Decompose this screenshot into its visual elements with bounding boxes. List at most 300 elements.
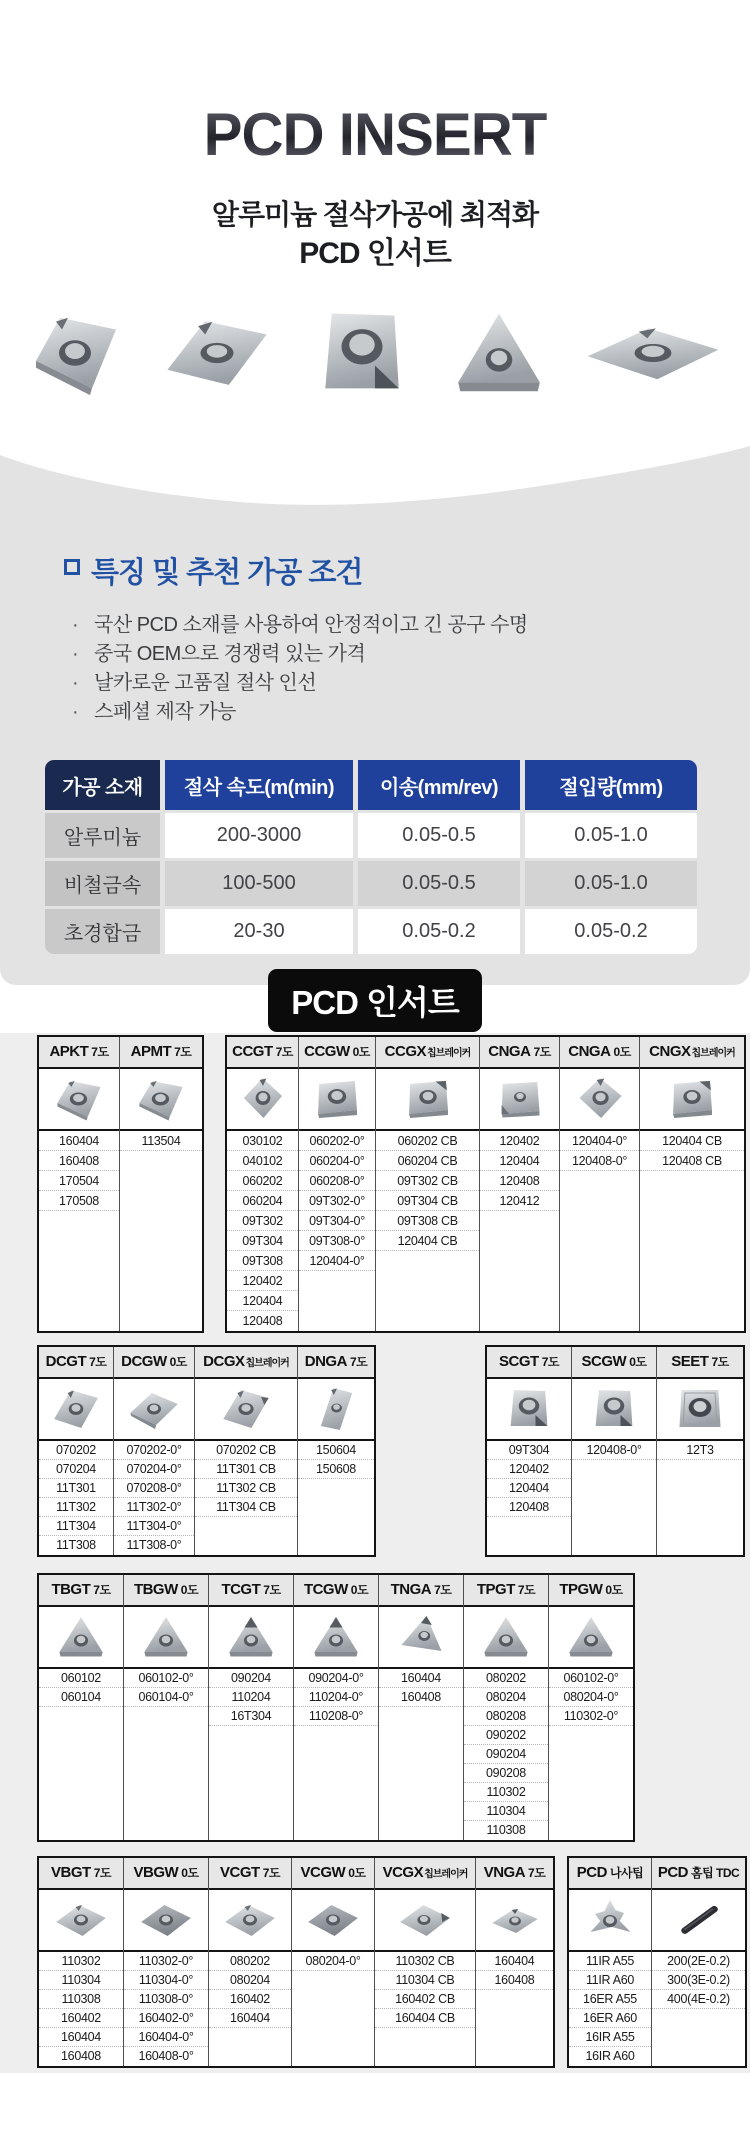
part-number-list <box>572 1441 656 1555</box>
value-cell: 0.05-0.5 <box>358 813 520 858</box>
features-heading-label: 특징 및 추천 가공 조건 <box>91 557 363 589</box>
value-cell: 0.05-1.0 <box>525 813 697 858</box>
column-header-suffix: 칩브레이커 <box>691 1048 735 1059</box>
part-number: 16ER A60 <box>569 2009 651 2028</box>
part-number: 113504 <box>120 1131 202 1151</box>
part-number-list <box>39 1669 123 1840</box>
column-header: 절삭 속도(m(min) <box>165 760 353 810</box>
diamond55-insert-icon <box>50 1384 102 1434</box>
column-header-suffix: 0도 <box>613 1045 631 1059</box>
column-header <box>464 1575 548 1607</box>
rhombus35-insert-icon <box>223 1895 277 1945</box>
column-header-suffix: 0도 <box>181 1866 199 1880</box>
rhombus35-insert-icon <box>582 312 724 394</box>
material-cell: 비철금속 <box>45 861 160 906</box>
part-number: 09T302-0° <box>299 1191 375 1211</box>
column-header <box>39 1858 123 1890</box>
part-number: 16IR A55 <box>569 2028 651 2047</box>
part-number: 120404-0° <box>560 1131 639 1151</box>
column-header <box>195 1347 297 1379</box>
column-header <box>299 1037 375 1069</box>
catalog-column-VCGW <box>292 1858 375 2066</box>
part-number: 060208-0° <box>299 1171 375 1191</box>
features-heading <box>64 550 362 591</box>
triangle-insert-icon <box>139 1612 193 1662</box>
column-header-suffix: 0도 <box>180 1583 199 1597</box>
column-header <box>657 1347 743 1379</box>
catalog-column-TPGW <box>549 1575 633 1840</box>
column-header-label: CCGT <box>232 1043 273 1060</box>
part-number: 060102-0° <box>124 1669 208 1688</box>
column-header: 이송(mm/rev) <box>358 760 520 810</box>
part-number: 070204-0° <box>114 1460 194 1479</box>
part-number-list <box>209 1669 293 1840</box>
part-number: 080204 <box>464 1688 548 1707</box>
part-number: 110308 <box>486 1823 526 1837</box>
part-number: 090204 <box>464 1745 548 1764</box>
part-number-list <box>39 1131 119 1331</box>
part-number-list <box>560 1131 639 1331</box>
part-number: 16ER A55 <box>569 1990 651 2009</box>
part-number-list <box>657 1441 743 1555</box>
part-number: 160402-0° <box>124 2009 208 2028</box>
hero-insert-image <box>158 311 276 400</box>
part-number: 070202 CB <box>195 1441 297 1460</box>
column-header-suffix: 7도 <box>263 1583 281 1597</box>
part-number-list <box>480 1131 559 1331</box>
part-number-list <box>487 1441 571 1555</box>
column-header-suffix: 7도 <box>517 1583 536 1597</box>
bullet-dot-icon: · <box>72 614 79 636</box>
column-header-suffix: 칩브레이커 <box>424 1869 468 1880</box>
column-header <box>120 1037 202 1069</box>
part-number: 120412 <box>480 1191 559 1211</box>
catalog-banner <box>268 969 482 1032</box>
square-cb-insert-icon <box>401 1074 455 1124</box>
catalog-column-SCGW <box>572 1347 657 1555</box>
catalog-column-CNGA <box>560 1037 640 1331</box>
insert-product-image <box>209 1890 291 1952</box>
part-number: 120402 <box>227 1271 298 1291</box>
part-number: 110204-0° <box>294 1688 378 1707</box>
part-number-list <box>549 1669 633 1840</box>
blue-square-bullet-icon <box>64 559 80 575</box>
part-number-list <box>652 1952 745 2066</box>
part-number: 110302-0° <box>124 1952 208 1971</box>
column-header-label: CNGA <box>568 1043 611 1060</box>
part-number: 09T308-0° <box>299 1231 375 1251</box>
column-header-suffix: 7도 <box>275 1045 293 1059</box>
hero-insert-image <box>308 301 416 410</box>
part-number: 110204 <box>209 1688 293 1707</box>
diamond80-insert-icon <box>238 1074 287 1124</box>
column-header-label: SCGW <box>581 1353 627 1370</box>
catalog-column-VNGA <box>476 1858 553 2066</box>
rhombus35-insert-icon <box>54 1895 108 1945</box>
insert-product-image <box>487 1379 571 1441</box>
catalog-column-VBGW <box>124 1858 209 2066</box>
bullet-dot-icon: · <box>72 701 79 723</box>
part-number: 11T308 <box>56 1538 96 1552</box>
column-header-label: APMT <box>130 1043 172 1060</box>
part-number: 110308-0° <box>124 1990 208 2009</box>
parallelogram-insert-icon <box>134 1074 188 1124</box>
part-number-list <box>298 1441 374 1555</box>
features-list <box>72 611 528 727</box>
part-number: 110304 <box>464 1802 548 1821</box>
part-number-list <box>294 1669 378 1840</box>
column-header-label: DNGA <box>304 1353 347 1370</box>
column-header-label: VNGA <box>483 1864 526 1881</box>
column-header-label: SEET <box>671 1353 709 1370</box>
part-number: 160408 <box>379 1688 463 1707</box>
column-header-suffix: 7도 <box>93 1866 111 1880</box>
table-row <box>45 813 697 858</box>
insert-product-image <box>569 1890 651 1952</box>
catalog-column-PCD <box>652 1858 745 2066</box>
part-number-list <box>124 1952 208 2066</box>
insert-product-image <box>640 1069 744 1131</box>
part-number-list <box>375 1952 475 2066</box>
value-cell: 0.05-0.5 <box>358 861 520 906</box>
part-number: 110208-0° <box>294 1707 378 1726</box>
column-header-suffix: 7도 <box>434 1583 452 1597</box>
insert-catalog-table <box>485 1345 745 1557</box>
part-number: 080202 <box>464 1669 548 1688</box>
list-item <box>72 669 528 698</box>
catalog-column-CCGT <box>227 1037 299 1331</box>
part-number: 120402 <box>487 1460 571 1479</box>
insert-product-image <box>560 1069 639 1131</box>
part-number: 11T308-0° <box>126 1538 182 1552</box>
insert-product-image <box>657 1379 743 1441</box>
list-item <box>72 698 528 727</box>
column-header-suffix: 7도 <box>349 1355 368 1369</box>
column-header <box>227 1037 298 1069</box>
feature-text: 중국 OEM으로 경쟁력 있는 가격 <box>94 643 366 665</box>
insert-product-image <box>120 1069 202 1131</box>
part-number: 160408 <box>476 1971 553 1990</box>
part-number: 11T304 CB <box>195 1498 297 1517</box>
rhombus35-dark-insert-icon <box>306 1895 360 1945</box>
triangle-skew-insert-icon <box>394 1612 448 1662</box>
material-cell: 초경합금 <box>45 909 160 954</box>
column-header-label: CCGX <box>384 1043 427 1060</box>
part-number: 300(3E-0.2) <box>652 1971 745 1990</box>
part-number: 080204 <box>209 1971 291 1990</box>
insert-product-image <box>124 1890 208 1952</box>
column-header <box>294 1575 378 1607</box>
catalog-column-CNGX <box>640 1037 744 1331</box>
insert-catalog-table <box>37 1035 204 1333</box>
part-number: 11T302 CB <box>195 1479 297 1498</box>
part-number-list <box>195 1441 297 1555</box>
diamond55-slim-insert-icon <box>309 1384 363 1434</box>
catalog-column-CCGW <box>299 1037 376 1331</box>
column-header-label: TCGT <box>221 1581 261 1598</box>
insert-product-image <box>195 1379 297 1441</box>
part-number-list <box>376 1131 479 1331</box>
part-number: 120404-0° <box>299 1251 375 1271</box>
part-number: 09T304-0° <box>299 1211 375 1231</box>
insert-product-image <box>652 1890 745 1952</box>
column-header <box>39 1037 119 1069</box>
part-number: 120404 <box>480 1151 559 1171</box>
insert-product-image <box>379 1607 463 1669</box>
part-number: 090202 <box>464 1726 548 1745</box>
insert-product-image <box>292 1890 374 1952</box>
part-number: 170508 <box>39 1191 119 1211</box>
part-number: 060104 <box>39 1688 123 1707</box>
column-header-suffix: 0도 <box>350 1583 369 1597</box>
part-number-list <box>569 1952 651 2066</box>
column-header-label: PCD <box>657 1864 688 1881</box>
column-header-label: VCGW <box>300 1864 346 1881</box>
catalog-column-VCGT <box>209 1858 292 2066</box>
part-number-list <box>476 1952 553 2066</box>
list-item <box>72 640 528 669</box>
part-number-list <box>379 1669 463 1840</box>
value-cell: 200-3000 <box>165 813 353 858</box>
part-number: 030102 <box>227 1131 298 1151</box>
part-number-list <box>227 1131 298 1331</box>
catalog-column-CCGX <box>376 1037 480 1331</box>
catalog-column-DCGX <box>195 1347 298 1555</box>
value-cell: 20-30 <box>165 909 353 954</box>
insert-product-image <box>476 1890 553 1952</box>
part-number: 090208 <box>464 1764 548 1783</box>
part-number: 110302 <box>39 1952 123 1971</box>
part-number-list <box>39 1952 123 2066</box>
bullet-dot-icon: · <box>72 643 79 665</box>
hero-insert-images <box>0 296 750 414</box>
part-number: 11T301 <box>39 1479 113 1498</box>
insert-product-image <box>299 1069 375 1131</box>
insert-catalog-table <box>37 1573 635 1842</box>
column-header <box>652 1858 745 1890</box>
column-header <box>640 1037 744 1069</box>
catalog-column-TCGW <box>294 1575 379 1840</box>
part-number: 09T304 <box>227 1231 298 1251</box>
column-header-suffix: 칩브레이커 <box>245 1358 289 1369</box>
part-number: 160408 <box>39 1151 119 1171</box>
part-number: 120402 <box>480 1131 559 1151</box>
column-header <box>292 1858 374 1890</box>
insert-product-image <box>114 1379 194 1441</box>
part-number: 110302-0° <box>549 1707 633 1726</box>
part-number: 070202 <box>39 1441 113 1460</box>
column-header <box>209 1575 293 1607</box>
part-number: 160404 CB <box>375 2009 475 2028</box>
diamond55-insert-icon <box>158 311 276 395</box>
part-number: 060204 <box>227 1191 298 1211</box>
parallelogram-insert-icon <box>52 1074 106 1124</box>
column-header-label: VCGX <box>382 1864 424 1881</box>
catalog-column-APKT <box>39 1037 120 1331</box>
triangle-insert-icon <box>448 304 550 402</box>
part-number: 110308 <box>39 1990 123 2009</box>
part-number: 160402 <box>39 2009 123 2028</box>
part-number: 120404 CB <box>376 1231 479 1251</box>
bullet-dot-icon: · <box>72 672 79 694</box>
catalog-column-CNGA <box>480 1037 560 1331</box>
insert-product-image <box>39 1069 119 1131</box>
column-header: 절입량(mm) <box>525 760 697 810</box>
column-header <box>379 1575 463 1607</box>
machining-condition-table <box>40 757 702 957</box>
part-number: 060204-0° <box>299 1151 375 1171</box>
thread-insert-icon <box>583 1895 637 1945</box>
part-number: 120404 <box>487 1479 571 1498</box>
triangle-insert-icon <box>564 1612 618 1662</box>
column-header <box>39 1347 113 1379</box>
part-number-list <box>39 1441 113 1555</box>
page-subtitle-line2: PCD 인서트 <box>299 237 451 270</box>
insert-product-image <box>376 1069 479 1131</box>
part-number: 120408 <box>480 1171 559 1191</box>
column-header <box>114 1347 194 1379</box>
part-number: 060104-0° <box>124 1688 208 1707</box>
column-header <box>209 1858 291 1890</box>
rhombus35-dark-insert-icon <box>139 1895 193 1945</box>
column-header-label: TBGW <box>133 1581 178 1598</box>
part-number: 120408 CB <box>640 1151 744 1171</box>
part-number-list <box>114 1441 194 1555</box>
part-number-list <box>292 1952 374 2066</box>
insert-product-image <box>209 1607 293 1669</box>
column-header <box>476 1858 553 1890</box>
triangle-insert-icon <box>54 1612 108 1662</box>
part-number-list <box>640 1131 744 1331</box>
list-item <box>72 611 528 640</box>
table-row <box>45 909 697 954</box>
part-number: 11IR A55 <box>569 1952 651 1971</box>
insert-catalog-table <box>37 1856 555 2068</box>
part-number: 160404 <box>476 1952 553 1971</box>
column-header-label: SCGT <box>499 1353 539 1370</box>
column-header-suffix: 0도 <box>629 1355 647 1369</box>
part-number: 120404 CB <box>640 1131 744 1151</box>
column-header-label: PCD <box>576 1864 607 1881</box>
column-header <box>549 1575 633 1607</box>
catalog-column-TBGW <box>124 1575 209 1840</box>
insert-catalog-table <box>225 1035 746 1333</box>
part-number: 110304-0° <box>124 1971 208 1990</box>
part-number: 160404 <box>39 2028 123 2047</box>
part-number: 160402 <box>209 1990 291 2009</box>
catalog-column-TBGT <box>39 1575 124 1840</box>
material-cell: 알루미늄 <box>45 813 160 858</box>
part-number: 080202 <box>209 1952 291 1971</box>
catalog-column-TPGT <box>464 1575 549 1840</box>
part-number: 110304 <box>39 1971 123 1990</box>
column-header-label: TNGA <box>390 1581 432 1598</box>
part-number: 160402 CB <box>375 1990 475 2009</box>
column-header-label: DCGT <box>45 1353 87 1370</box>
curved-divider <box>0 438 750 514</box>
diamond55-cb-insert-icon <box>219 1384 273 1434</box>
column-header <box>480 1037 559 1069</box>
square-small-hole-insert-icon <box>493 1074 547 1124</box>
column-header-suffix: 7도 <box>711 1355 729 1369</box>
part-number: 09T304 CB <box>376 1191 479 1211</box>
insert-product-image <box>227 1069 298 1131</box>
feature-text: 날카로운 고품질 절삭 인선 <box>94 672 317 694</box>
square-corner-insert-icon <box>502 1384 556 1434</box>
part-number: 160404 <box>39 1131 119 1151</box>
square-cb-insert-icon <box>665 1074 719 1124</box>
insert-product-image <box>39 1607 123 1669</box>
feature-text: 스페셜 제작 가능 <box>94 701 236 723</box>
insert-product-image <box>39 1379 113 1441</box>
part-number: 11IR A60 <box>569 1971 651 1990</box>
part-number: 070202-0° <box>114 1441 194 1460</box>
column-header-suffix: 7도 <box>91 1045 109 1059</box>
groove-tool-icon <box>672 1895 726 1945</box>
column-header <box>298 1347 374 1379</box>
part-number: 070204 <box>39 1460 113 1479</box>
part-number: 060102-0° <box>549 1669 633 1688</box>
part-number: 120404 <box>227 1291 298 1311</box>
column-header-label: VBGT <box>51 1864 91 1881</box>
catalog-column-SCGT <box>487 1347 572 1555</box>
insert-product-image <box>124 1607 208 1669</box>
insert-product-image <box>294 1607 378 1669</box>
column-header-label: TPGT <box>476 1581 515 1598</box>
value-cell: 100-500 <box>165 861 353 906</box>
insert-product-image <box>549 1607 633 1669</box>
hero-insert-image <box>26 304 126 407</box>
column-header-label: VBGW <box>133 1864 179 1881</box>
hero-insert-image <box>582 312 724 399</box>
catalog-column-TNGA <box>379 1575 464 1840</box>
rhombus35-cb-insert-icon <box>398 1895 452 1945</box>
part-number: 16IR A60 <box>585 2049 635 2063</box>
square-corner-insert-icon <box>587 1384 641 1434</box>
column-header <box>124 1575 208 1607</box>
column-header-label: CNGA <box>488 1043 531 1060</box>
column-header-suffix: 0도 <box>352 1045 370 1059</box>
part-number: 16T304 <box>209 1707 293 1726</box>
part-number: 11T302-0° <box>114 1498 194 1517</box>
triangle-cap-insert-icon <box>224 1612 278 1662</box>
part-number: 09T308 CB <box>376 1211 479 1231</box>
rhombus35-slim-insert-icon <box>488 1895 542 1945</box>
column-header-suffix: 7도 <box>174 1045 192 1059</box>
column-header-suffix: 7도 <box>533 1045 551 1059</box>
part-number: 060204 CB <box>376 1151 479 1171</box>
column-header-suffix: 0도 <box>169 1355 187 1369</box>
column-header-label: TBGT <box>51 1581 91 1598</box>
part-number-list <box>299 1131 375 1331</box>
insert-product-image <box>298 1379 374 1441</box>
column-header-label: TCGW <box>303 1581 348 1598</box>
part-number: 060202 CB <box>376 1131 479 1151</box>
part-number: 11T304-0° <box>114 1517 194 1536</box>
column-header-suffix: 7도 <box>93 1583 111 1597</box>
column-header-suffix: 홈팁 TDC <box>690 1866 740 1880</box>
part-number: 11T301 CB <box>195 1460 297 1479</box>
part-number-list <box>209 1952 291 2066</box>
column-header <box>124 1858 208 1890</box>
column-header-suffix: 0도 <box>348 1866 366 1880</box>
part-number: 09T304 <box>487 1441 571 1460</box>
diamond80-insert-icon <box>573 1074 627 1124</box>
catalog-column-VBGT <box>39 1858 124 2066</box>
column-header-suffix: 0도 <box>605 1583 623 1597</box>
catalog-column-PCD <box>569 1858 652 2066</box>
value-cell: 0.05-0.2 <box>525 909 697 954</box>
